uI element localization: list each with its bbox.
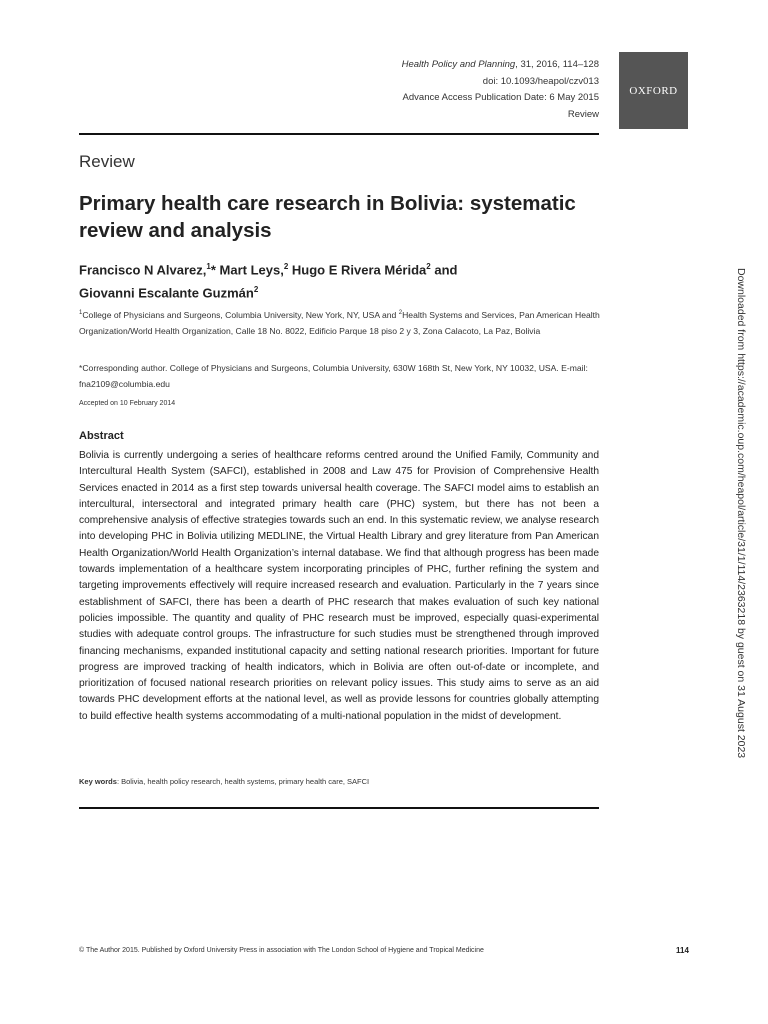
- abstract-body: Bolivia is currently undergoing a series of healthcare reforms centred around the Unified Family, Community and Intercultural Health System (SAFCI), established in 2008 and Law 475 for Provision of Comprehensive Health Services enacted in 2014 as a first step towards universal health coverage. The SAFCI model aims to establish an intercultural, intersectoral and integrated primary health care (PHC) system, but there has not been a comprehensive analysis of effective strategies towards such an end. In this systematic review, we analyse research into developing PHC in Bolivia utilizing MEDLINE, the Virtual Health Library and grey literature from Pan American Health Organization/World Health Organization’s internal database. We find that although progress has been made towards implementation of a healthcare system incorporating principles of PHC, further refining the system and targeting improvements effectively will require increased research and evaluation. Particularly in the 7 years since establishment of SAFCI, there has been a dearth of PHC research that makes evaluation of such key national policies impossible. The quantity and quality of PHC research must be improved, especially quasi-experimental studies with adequate control groups. The infrastructure for such studies must be strengthened through improved financing mechanisms, expanded institutional capacity and setting national research priorities. Important for future progress are improved tracking of health indicators, which in Bolivia are often out-of-date or incomplete, and prioritization of focused national research priorities on relevant policy issues. This study aims to serve as an aid towards PHC development efforts at the national level, as well as provide lessons for countries globally attempting to build effective health systems accommodating of a multi-national population in the midst of development.: [79, 450, 599, 722]
- affiliation-marker: 1: [79, 310, 83, 316]
- journal-volume-pages: , 31, 2016, 114–128: [515, 59, 599, 70]
- keywords-label: Key words: [79, 777, 117, 786]
- download-watermark: Downloaded from https://academic.oup.com/heapol/article/31/1/114/2363218 by guest on 31 August 2023: [735, 268, 747, 759]
- section-label: Review: [79, 152, 135, 171]
- author-list: [79, 257, 599, 304]
- affiliation-marker: 2: [426, 262, 431, 271]
- corresponding-marker: *: [210, 262, 220, 278]
- oxford-logo: [619, 52, 688, 129]
- journal-citation: [239, 57, 599, 74]
- abstract-heading: Abstract: [79, 430, 124, 442]
- copyright-notice: © The Author 2015. Published by Oxford University Press in association with The London School of Hygiene and Tropical Medicine: [79, 947, 484, 954]
- accepted-date: Accepted on 10 February 2014: [79, 400, 176, 407]
- oxford-logo-text: OXFORD: [629, 84, 678, 97]
- journal-name: Health Policy and Planning: [401, 59, 516, 70]
- keywords: [79, 777, 599, 786]
- author-name[interactable]: Hugo E Rivera Mérida: [288, 262, 427, 278]
- author-name[interactable]: Francisco N Alvarez,: [79, 262, 207, 278]
- affiliation-text: Health Systems and Services, Pan American Health Organization/World Health Organization, Calle 18 No. 8022, Edificio Parque 18 piso 2 y 3, Zona Calacoto, La Paz, Bolivia: [79, 309, 600, 336]
- affiliation-marker: 2: [283, 262, 289, 271]
- corresponding-author: *Corresponding author. College of Physicians and Surgeons, Columbia University, 630W 168th St, New York, NY 10032, USA. E-mail: fna2109@columbia.edu: [79, 363, 588, 389]
- top-divider: [79, 133, 599, 135]
- affiliation-text: College of Physicians and Surgeons, Columbia University, New York, NY, USA and: [82, 309, 399, 320]
- journal-info: [239, 57, 599, 123]
- doi[interactable]: doi: 10.1093/heapol/czv013: [482, 75, 599, 87]
- page-number: 114: [676, 946, 689, 955]
- affiliation-marker: 2: [398, 310, 403, 316]
- affiliation-marker: 1: [206, 262, 211, 271]
- author-name[interactable]: Giovanni Escalante Guzmán: [79, 285, 254, 301]
- affiliation-marker: 2: [253, 285, 259, 295]
- keywords-text: : Bolivia, health policy research, health systems, primary health care, SAFCI: [116, 777, 370, 786]
- author-conjunction: and: [430, 262, 458, 278]
- bottom-divider: [79, 807, 599, 809]
- author-name[interactable]: Mart Leys,: [219, 262, 284, 278]
- affiliations: [79, 305, 601, 339]
- article-type: Review: [567, 108, 599, 120]
- article-title: Primary health care research in Bolivia: systematic review and analysis: [79, 192, 576, 242]
- advance-access-date: Advance Access Publication Date: 6 May 2015: [402, 92, 599, 103]
